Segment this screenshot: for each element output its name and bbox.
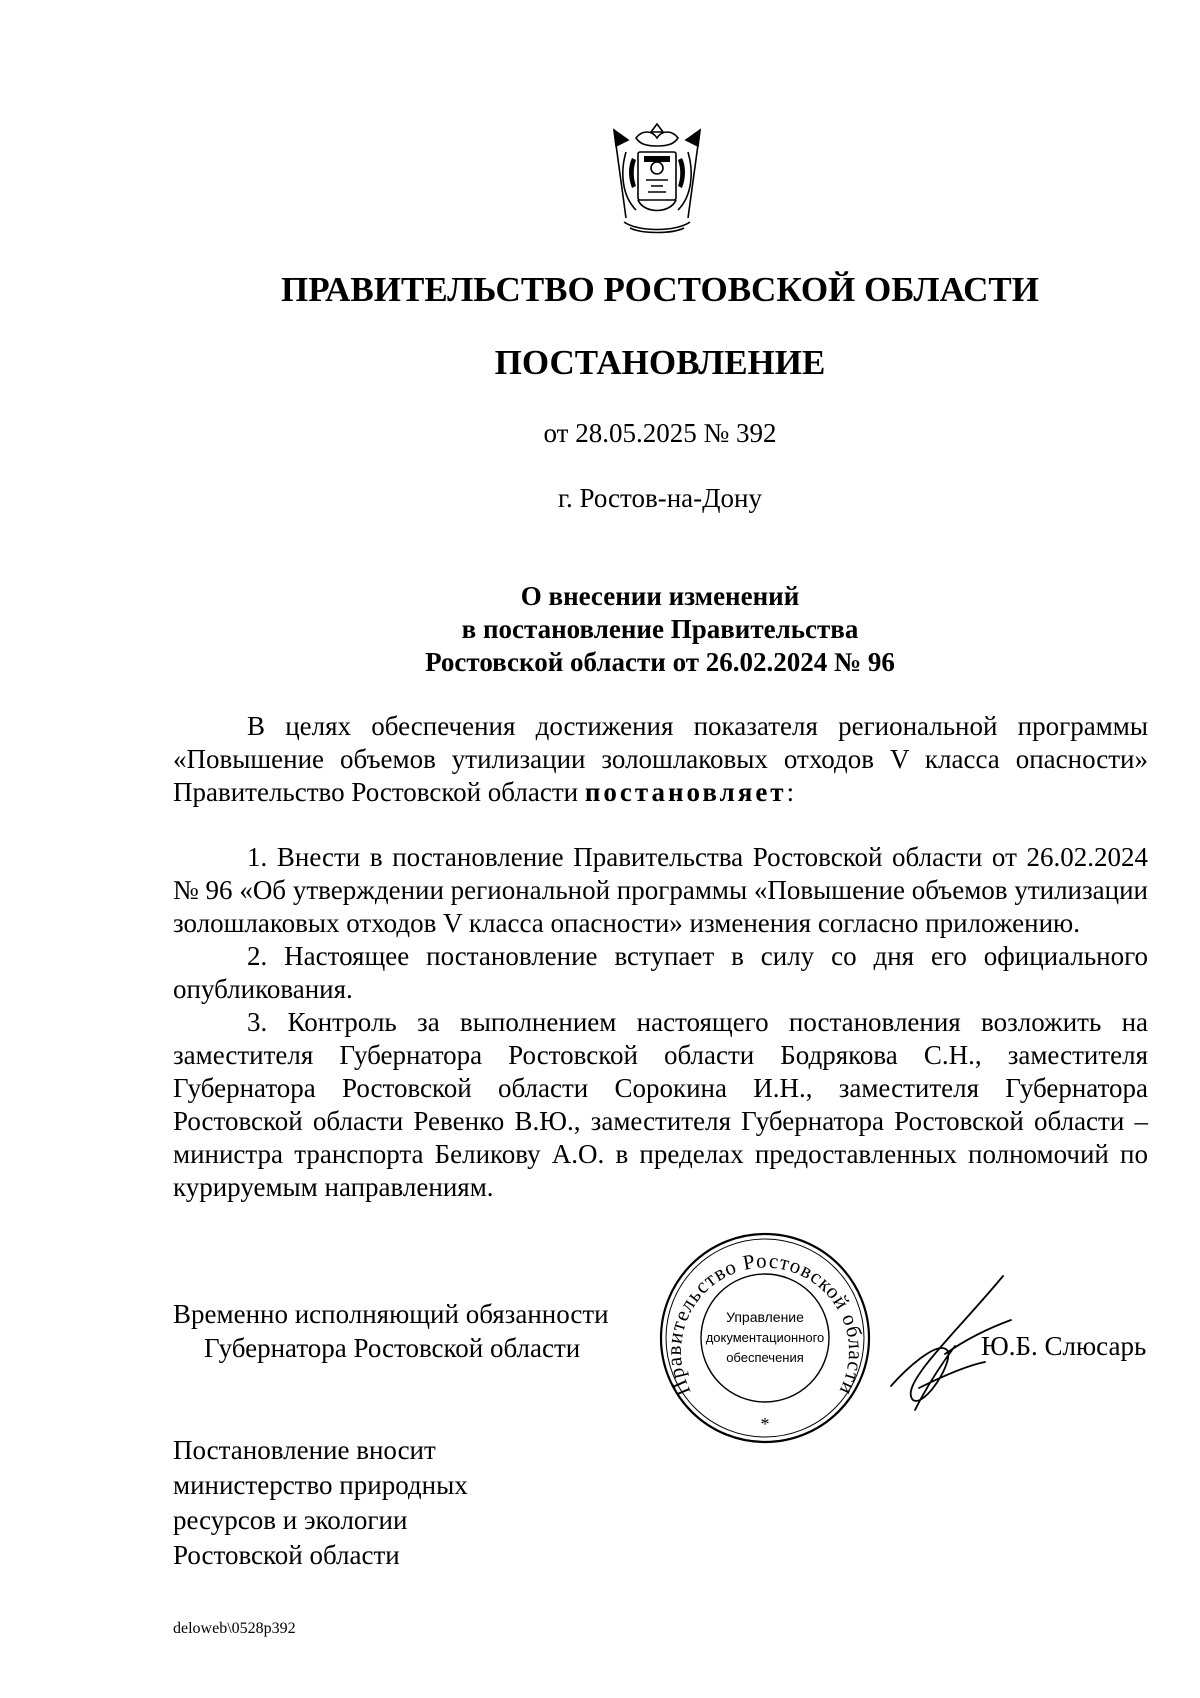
document-number: от 28.05.2025 № 392 [543, 418, 777, 448]
submitted-by-line: Ростовской области [173, 1540, 400, 1570]
signer-position [173, 1297, 609, 1365]
document-type-title: ПОСТАНОВЛЕНИЕ [494, 343, 826, 382]
submitted-by [173, 1433, 468, 1573]
stamp-outer-text: Правительство Ростовской области [661, 1248, 869, 1400]
stamp-inner-line: Управление [726, 1309, 804, 1325]
document-subject [0, 580, 1200, 679]
signer-position-line: Временно исполняющий обязанности [173, 1299, 609, 1329]
preamble-colon: : [786, 777, 795, 807]
preamble [173, 710, 1148, 809]
coat-of-arms-icon [596, 118, 718, 240]
submitted-by-line: Постановление вносит [173, 1435, 436, 1465]
preamble-text: В целях обеспечения достижения показателя региональной программы «Повышение объемов утилизации золошлаковых отходов V класса опасности» Правительство Ростовской области [173, 711, 1148, 807]
stamp-inner-line: обеспечения [726, 1350, 804, 1365]
subject-line: Ростовской области от 26.02.2024 № 96 [425, 647, 895, 677]
stamp-inner-line: документационного [705, 1330, 825, 1345]
resolution-items [173, 841, 1148, 1204]
stamp-star: * [760, 1414, 770, 1434]
signer-name: Ю.Б. Слюсарь [981, 1331, 1147, 1361]
subject-line: в постановление Правительства [461, 614, 859, 644]
submitted-by-line: ресурсов и экологии [173, 1505, 408, 1535]
signer-position-line: Губернатора Ростовской области [204, 1333, 581, 1363]
subject-line: О внесении изменений [520, 581, 800, 611]
organization-title: ПРАВИТЕЛЬСТВО РОСТОВСКОЙ ОБЛАСТИ [281, 270, 1039, 309]
document-city: г. Ростов-на-Дону [557, 483, 762, 513]
resolution-item: 2. Настоящее постановление вступает в силу со дня его официального опубликования. [173, 941, 1148, 1004]
official-stamp [655, 1228, 875, 1448]
resolution-item: 3. Контроль за выполнением настоящего постановления возложить на заместителя Губернатора Ростовской области Бодрякова С.Н., заместителя Губернатора Ростовской области Сорокина И.Н., заместителя Губернатора Ростовской области Ревенко В.Ю., заместителя Губернатора Ростовской области – министра транспорта Беликову А.О. в пределах предоставленных полномочий по курируемым направлениям. [173, 1007, 1148, 1202]
resolution-item: 1. Внести в постановление Правительства Ростовской области от 26.02.2024 № 96 «Об утверждении региональной программы «Повышение объемов утилизации золошлаковых отходов V класса опасности» изменения согласно приложению. [173, 842, 1148, 938]
preamble-paragraph [173, 710, 1148, 809]
submitted-by-line: министерство природных [173, 1470, 468, 1500]
document-footer-code: deloweb\0528p392 [173, 1620, 296, 1637]
resolution-keyword: постановляет [584, 777, 787, 807]
